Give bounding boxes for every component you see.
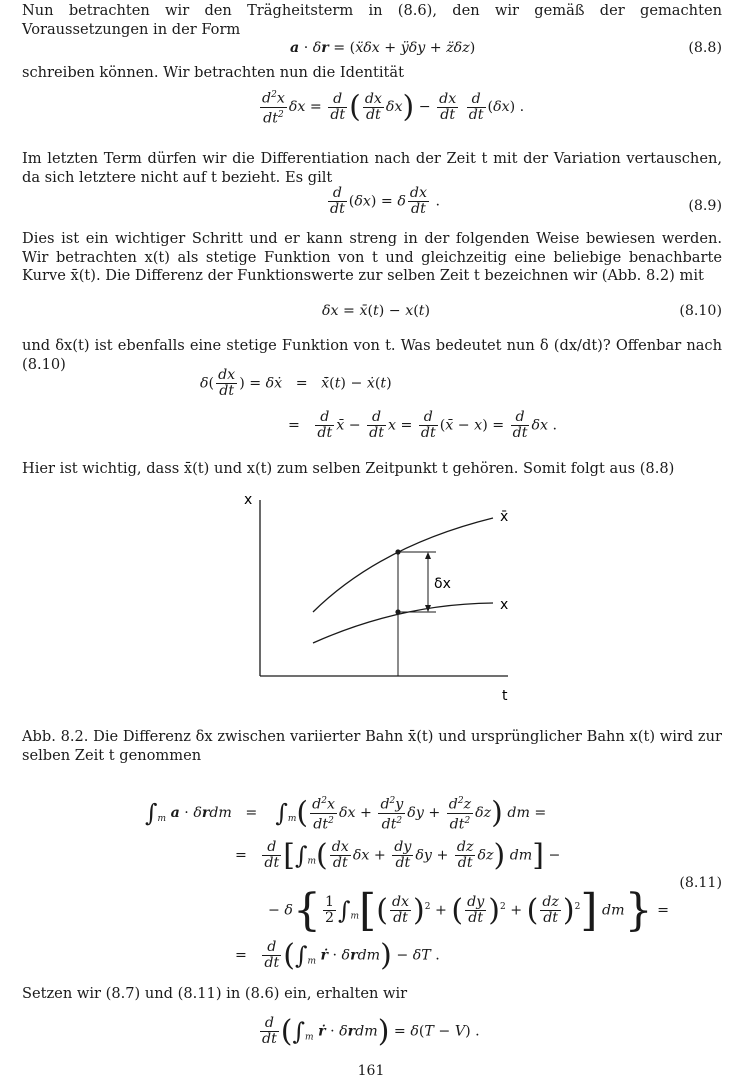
- paragraph-meaning: und δx(t) ist ebenfalls eine stetige Funktion von t. Was bedeutet nun δ (dx/dt)? Offenbar nach (8.10): [22, 337, 722, 373]
- paragraph-conclusion: Hier ist wichtig, dass x̄(t) und x(t) zum selben Zeitpunkt t gehören. Somit folgt aus (8.8): [22, 460, 675, 477]
- equation-delta-derivative-line2: = $\frac{d}{dt}$ x̄ − $\frac{d}{dt}$ x = $\frac{d}{dt}$ (x̄ − x) = $\frac{d}{dt}$ δx .: [288, 409, 558, 441]
- equation-identity: $\frac{d^2x}{dt^2}$ δx = $\frac{d}{dt}$ ( $\frac{dx}{dt}$ δx) − $\frac{dx}{dt}$ $\frac{d}{dt}$ (δx) .: [262, 89, 525, 127]
- equation-8-11-line4: = $\frac{d}{dt}$ ($\int_m$ ṙ · δrdm) − δT .: [235, 938, 440, 973]
- equation-8-10: δx = x̄(t) − x(t): [322, 303, 430, 319]
- figure-8-2: [230, 488, 530, 708]
- delta-label: δx: [434, 576, 451, 592]
- equation-delta-derivative-line1: δ( $\frac{dx}{dt}$ ) = δẋ = x̄̇(t) − ẋ(t): [200, 367, 392, 399]
- equation-number-8-10: (8.10): [679, 303, 722, 319]
- lower-curve-label: x: [500, 597, 509, 613]
- equation-final: $\frac{d}{dt}$ ($\int_m$ ṙ · δrdm) = δ(T − V) .: [262, 1014, 480, 1049]
- equation-8-9: $\frac{d}{dt}$ (δx) = δ $\frac{dx}{dt}$ .: [330, 185, 441, 217]
- page-number: 161: [357, 1063, 385, 1079]
- equation-number-8-11: (8.11): [679, 875, 722, 891]
- figure-caption: Abb. 8.2. Die Differenz δx zwischen variierter Bahn x̄(t) und ursprünglicher Bahn x(t) wird zur selben Zeit t genommen: [22, 728, 722, 764]
- delta-arrow-head-up: [425, 552, 431, 559]
- equation-number-8-9: (8.9): [688, 198, 722, 214]
- paragraph-intro: Nun betrachten wir den Trägheitsterm in (8.6), den wir gemäß der gemachten Voraussetzungen in der Form: [22, 2, 722, 38]
- paragraph-variation: Im letzten Term dürfen wir die Differentiation nach der Zeit t mit der Variation vertauschen, da sich letztere nicht auf t bezieht. Es gilt: [22, 150, 722, 186]
- y-axis-label: x: [244, 492, 253, 508]
- upper-curve: [313, 518, 493, 612]
- equation-8-8: a · δr = (ẍδx + ÿδy + z̈δz): [290, 40, 476, 56]
- paragraph-proof: Dies ist ein wichtiger Schritt und er kann streng in der folgenden Weise bewiesen werden. Wir betrachten x(t) als stetige Funktion von t und gleichzeitig eine beliebige benachbarte Kurve x̄(t). Die Differenz der Funktionswerte zur selben Zeit t bezeichnen wir (Abb. 8.2) mit: [22, 230, 722, 285]
- equation-8-11-line2: = $\frac{d}{dt}$ [$\int_m$( $\frac{dx}{dt}$ δx + $\frac{dy}{dt}$ δy + $\frac{dz}{dt}$ δz) dm] −: [235, 838, 561, 873]
- x-axis-label: t: [502, 688, 508, 704]
- upper-curve-label: x̄: [500, 509, 509, 525]
- lower-curve: [313, 603, 493, 643]
- equation-8-11-line1: $\int_m$ a · δrdm = $\int_m$( $\frac{d^2x}{dt^2}$ δx + $\frac{d^2y}{dt^2}$ δy + $\frac{d^2z}{dt^2}$ δz) dm =: [145, 795, 547, 833]
- paragraph-identity: schreiben können. Wir betrachten nun die Identität: [22, 64, 404, 81]
- equation-8-11-line3: − δ{ $\frac{1}{2}$ $\int_m$[( $\frac{dx}{dt}$ )$^2$ + ( $\frac{dy}{dt}$ )$^2$ + ( $\frac{dz}{dt}$ )$^2$] dm} =: [268, 885, 669, 936]
- equation-number-8-8: (8.8): [688, 40, 722, 56]
- paragraph-final: Setzen wir (8.7) und (8.11) in (8.6) ein, erhalten wir: [22, 985, 408, 1002]
